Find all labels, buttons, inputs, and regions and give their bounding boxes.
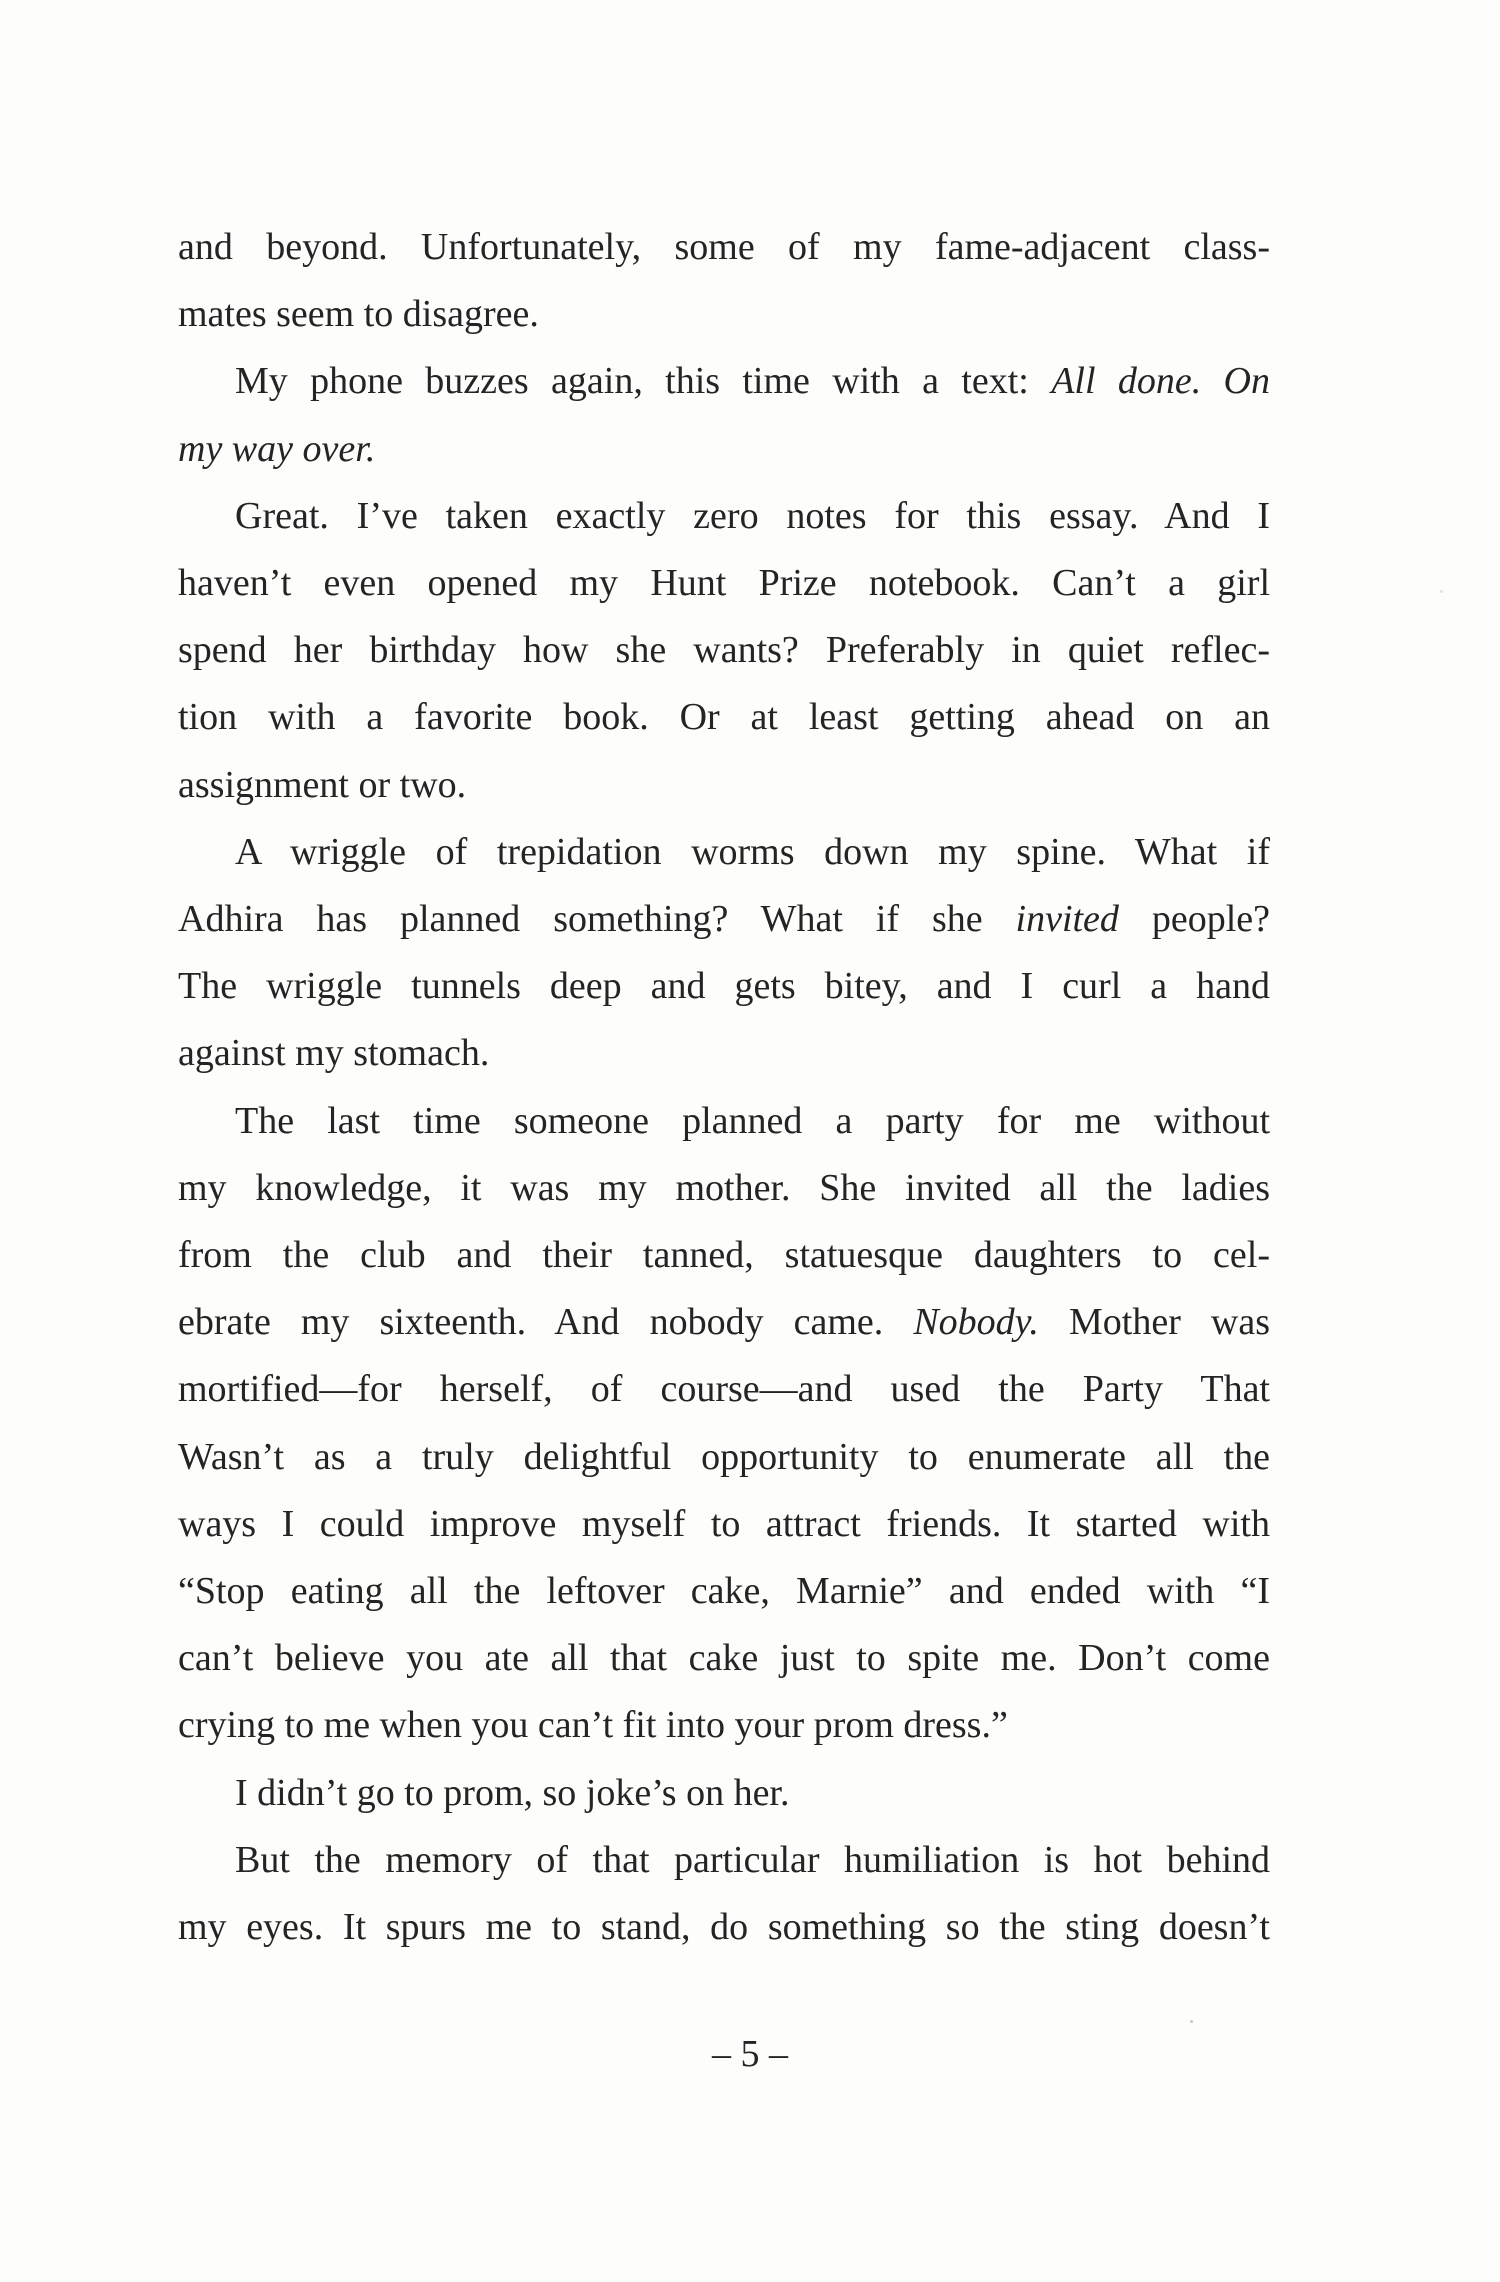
scan-speck <box>1440 590 1443 593</box>
text-line <box>178 416 1270 483</box>
paragraph-6 <box>178 1760 1270 1827</box>
italic-text: my way over. <box>178 427 376 470</box>
text-line: can’t believe you ate all that cake just to spite me. Don’t come <box>178 1637 1270 1680</box>
paragraph-1 <box>178 214 1270 348</box>
text-fragment: people? <box>1118 898 1270 941</box>
italic-text: All done. On <box>1051 360 1270 403</box>
paragraph-2 <box>178 348 1270 482</box>
paragraph-4 <box>178 819 1270 1088</box>
text-line: haven’t even opened my Hunt Prize notebook. Can’t a girl <box>178 562 1270 605</box>
text-line <box>178 348 1270 415</box>
text-fragment: ebrate my sixteenth. And nobody came. <box>178 1301 914 1344</box>
scan-speck <box>1190 2020 1193 2023</box>
text-line: assignment or two. <box>178 763 467 806</box>
text-line <box>178 886 1270 953</box>
italic-text: invited <box>1015 898 1119 941</box>
text-line: crying to me when you can’t fit into your prom dress.” <box>178 1704 1008 1747</box>
text-line: I didn’t go to prom, so joke’s on her. <box>235 1771 790 1814</box>
text-line: “Stop eating all the leftover cake, Marnie” and ended with “I <box>178 1570 1270 1613</box>
text-line: ways I could improve myself to attract friends. It started with <box>178 1502 1270 1545</box>
text-fragment: Adhira has planned something? What if she <box>178 898 1016 941</box>
italic-text: Nobody. <box>913 1301 1039 1344</box>
text-line: spend her birthday how she wants? Preferably in quiet reflec- <box>178 629 1270 672</box>
text-line: Wasn’t as a truly delightful opportunity to enumerate all the <box>178 1435 1270 1478</box>
text-line: But the memory of that particular humiliation is hot behind <box>235 1838 1270 1881</box>
text-line: mortified—for herself, of course—and used the Party That <box>178 1368 1270 1411</box>
text-line: against my stomach. <box>178 1032 490 1075</box>
text-line: from the club and their tanned, statuesque daughters to cel- <box>178 1234 1270 1277</box>
text-fragment: My phone buzzes again, this time with a text: <box>235 360 1052 403</box>
text-line <box>178 1289 1270 1356</box>
text-line: The wriggle tunnels deep and gets bitey, and I curl a hand <box>178 965 1270 1008</box>
text-line: mates seem to disagree. <box>178 293 539 336</box>
page-number: – 5 – <box>712 2033 788 2075</box>
body-text <box>178 214 1270 1961</box>
text-line: my knowledge, it was my mother. She invited all the ladies <box>178 1166 1270 1209</box>
text-line: and beyond. Unfortunately, some of my fame-adjacent class- <box>178 226 1270 268</box>
paragraph-5 <box>178 1088 1270 1760</box>
text-fragment: Mother was <box>1038 1301 1270 1344</box>
text-line: The last time someone planned a party for me without <box>235 1099 1270 1142</box>
text-line: my eyes. It spurs me to stand, do something so the sting doesn’t <box>178 1906 1270 1949</box>
paragraph-3 <box>178 483 1270 819</box>
text-line: Great. I’ve taken exactly zero notes for this essay. And I <box>235 494 1270 537</box>
text-line: tion with a favorite book. Or at least getting ahead on an <box>178 696 1270 739</box>
text-line: A wriggle of trepidation worms down my spine. What if <box>235 830 1270 873</box>
paragraph-7 <box>178 1827 1270 1961</box>
